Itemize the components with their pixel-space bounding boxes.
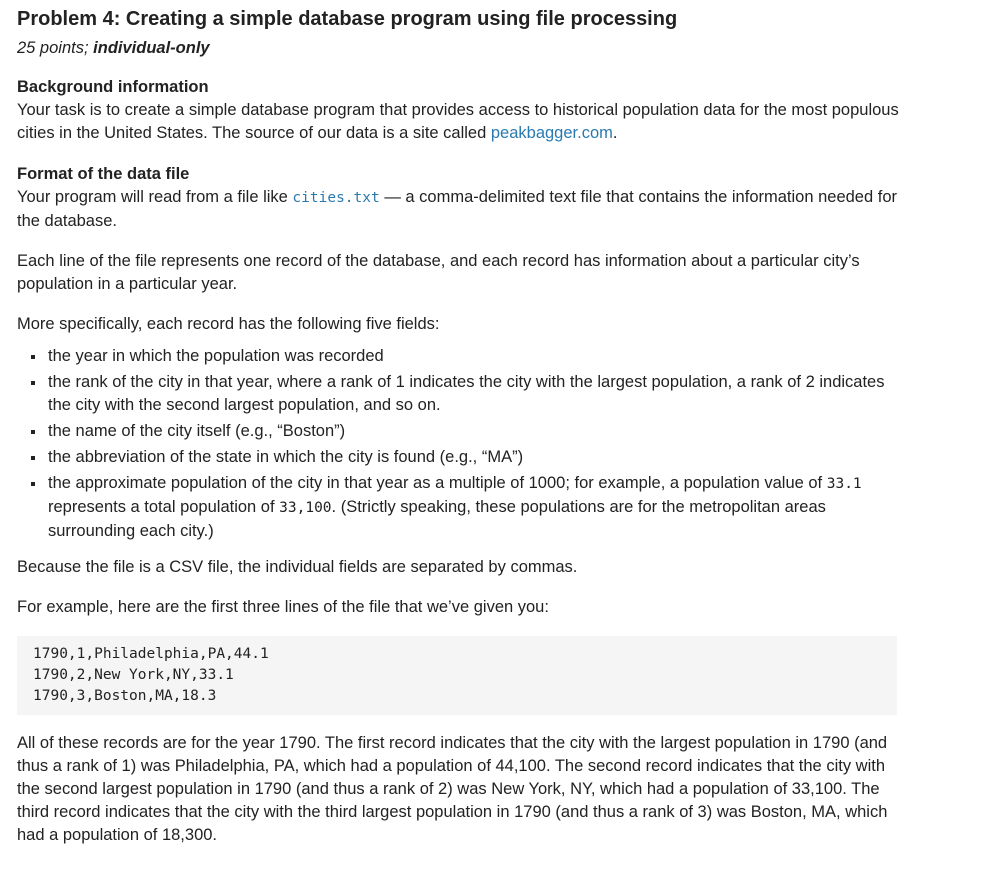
background-heading: Background information [17,78,209,96]
total-code: 33,100 [279,500,332,516]
peakbagger-link[interactable]: peakbagger.com [490,124,613,142]
background-period: . [612,124,618,142]
list-item: the rank of the city in that year, where a rank of 1 indicates the city with the largest population, a rank of 2 indicates the city with the second largest population, and so on. [48,371,907,417]
population-code: 33.1 [826,476,862,492]
format-paragraph-3: More specifically, each record has the following five fields: [17,315,440,333]
format-paragraph-4: Because the file is a CSV file, the individual fields are separated by commas. [17,558,578,576]
field5-after: . (Strictly speaking, these populations are for the metropolitan areas surrounding each city.) [48,498,826,540]
format-paragraph-6: All of these records are for the year 1790. The first record indicates that the city with the largest population in 1790 (and thus a rank of 1) was Philadelphia, PA, which had a population of 44,100. The second record indicates that the city with the second largest population in 1790 (and thus a rank of 2) was New York, NY, which had a population of 33,100. The third record indicates that the city with the third largest population in 1790 (and thus a rank of 3) was Boston, MA, which had a population of 18,300. [17,734,888,844]
code-line: 1790,1,Philadelphia,PA,44.1 [33,646,269,662]
field5-text: the approximate population of the city in that year as a multiple of 1000; for example, a population value of [48,474,827,492]
filename-code: cities.txt [292,190,380,206]
fields-list [17,345,907,543]
format-paragraph-2: Each line of the file represents one record of the database, and each record has information about a particular city’s population in a particular year. [17,252,860,293]
document-body [17,6,907,847]
format-paragraph-5: For example, here are the first three lines of the file that we’ve given you: [17,598,549,616]
background-section [17,76,907,145]
sample-code-block [17,636,897,715]
code-line: 1790,2,New York,NY,33.1 [33,667,234,683]
page-title: Problem 4: Creating a simple database program using file processing [17,8,678,30]
format-p1-text: Your program will read from a file like [17,188,293,206]
format-heading: Format of the data file [17,165,190,183]
format-paragraph-1 [17,186,907,233]
list-item: the year in which the population was recorded [48,345,907,368]
background-paragraph [17,99,907,145]
subtitle [17,37,907,60]
background-text: Your task is to create a simple database program that provides access to historical population data for the most populous cities in the United States. The source of our data is a site called [17,101,899,142]
list-item: the abbreviation of the state in which the city is found (e.g., “MA”) [48,446,907,469]
list-item: the name of the city itself (e.g., “Boston”) [48,420,907,443]
format-p1-rest: — a comma-delimited text file that contains the information needed for the database. [17,188,897,230]
format-section [17,163,907,847]
mode-text: individual-only [93,39,210,57]
code-line: 1790,3,Boston,MA,18.3 [33,688,217,704]
points-text: 25 points; [17,39,89,57]
list-item [48,472,907,543]
field5-middle: represents a total population of [48,498,280,516]
